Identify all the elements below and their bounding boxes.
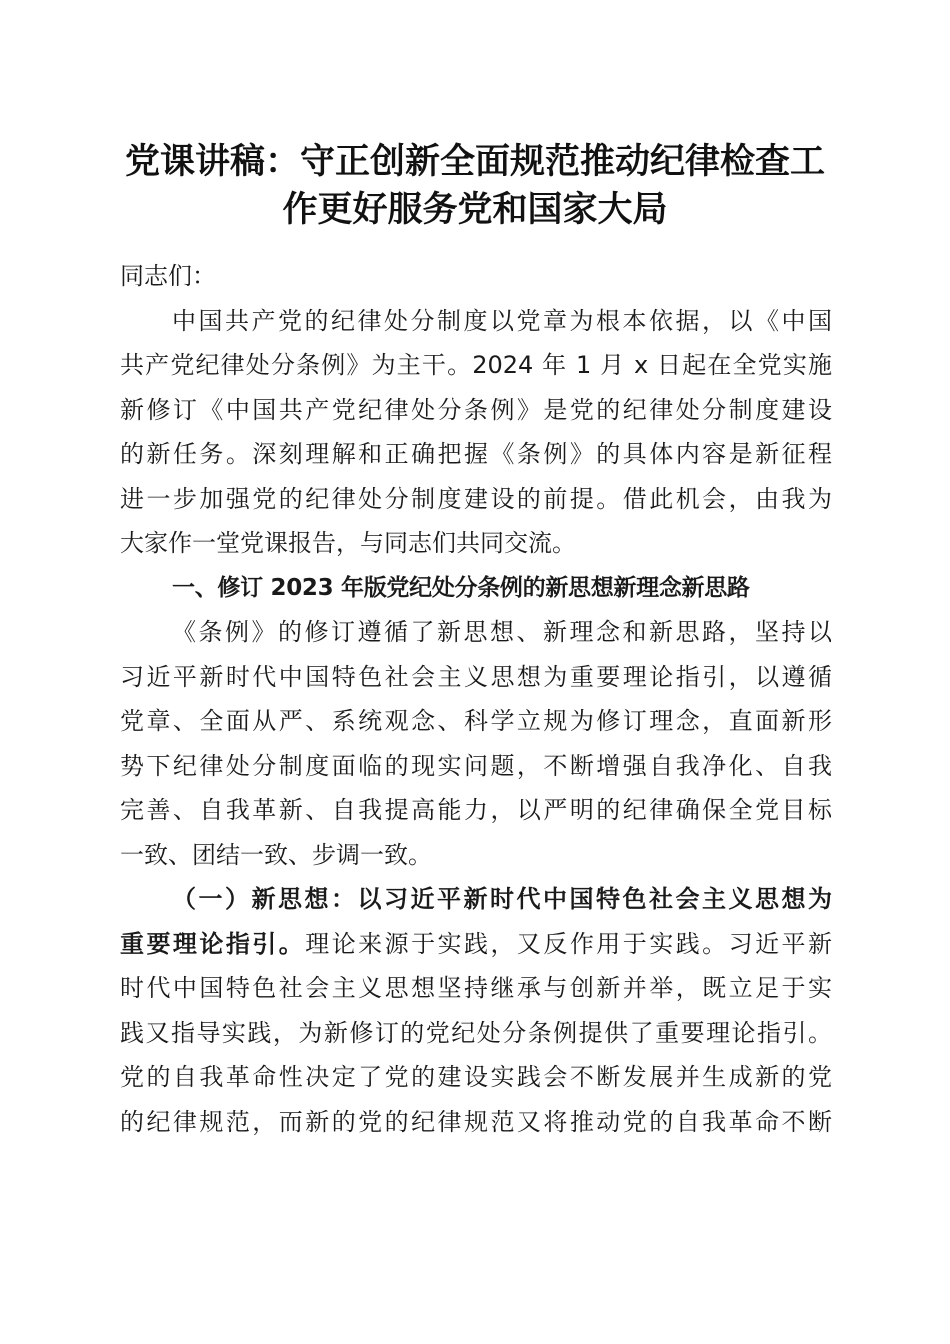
- text-line: 党章、全面从严、系统观念、科学立规为修订理念，直面新形: [120, 707, 832, 735]
- text-line: 大家作一堂党课报告，与同志们共同交流。: [120, 529, 576, 557]
- text-line: 一致、团结一致、步调一致。: [120, 840, 432, 869]
- text-fragment: 理论来源于实践，又反作用于实践。习近平新: [305, 929, 833, 958]
- text-line: 党的自我革命性决定了党的建设实践会不断发展并生成新的党: [120, 1063, 832, 1091]
- text-line: 的新任务。深刻理解和正确把握《条例》的具体内容是新征程: [120, 440, 832, 468]
- text-line: 《条例》的修订遵循了新思想、新理念和新思路，坚持以: [172, 618, 832, 646]
- paragraph-subsection1: [120, 877, 832, 1144]
- subsection-heading: （一）新思想：以习近平新时代中国特色社会主义思想为: [172, 885, 832, 913]
- text-line: 的纪律规范，而新的党的纪律规范又将推动党的自我革命不断: [120, 1107, 832, 1136]
- text-line: 中国共产党的纪律处分制度以党章为根本依据，以《中国: [172, 306, 832, 335]
- text-line: 共产党纪律处分条例》为主干。2024 年 1 月 x 日起在全党实施: [120, 351, 832, 379]
- text-line: 完善、自我革新、自我提高能力，以严明的纪律确保全党目标: [120, 796, 832, 824]
- document-body: [120, 254, 832, 1144]
- text-line: 新修订《中国共产党纪律处分条例》是党的纪律处分制度建设: [120, 395, 832, 424]
- text-line: 践又指导实践，为新修订的党纪处分条例提供了重要理论指引。: [120, 1018, 832, 1047]
- salutation: 同志们：: [120, 262, 216, 290]
- text-line: 时代中国特色社会主义思想坚持继承与创新并举，既立足于实: [120, 974, 832, 1002]
- paragraph-section1: [120, 610, 832, 877]
- title-line: 作更好服务党和国家大局: [282, 189, 668, 230]
- section-heading: 一、修订 2023 年版党纪处分条例的新思想新理念新思路: [172, 574, 750, 601]
- text-line: [120, 922, 832, 967]
- title-line: 党课讲稿：守正创新全面规范推动纪律检查工: [124, 141, 825, 182]
- text-line: 势下纪律处分制度面临的现实问题，不断增强自我净化、自我: [120, 751, 832, 780]
- paragraph-intro: [120, 299, 832, 566]
- subsection-heading-end: 重要理论指引。: [120, 929, 306, 958]
- text-line: 习近平新时代中国特色社会主义思想为重要理论指引，以遵循: [120, 662, 832, 691]
- text-line: 进一步加强党的纪律处分制度建设的前提。借此机会，由我为: [120, 484, 832, 513]
- document-title: [118, 138, 832, 234]
